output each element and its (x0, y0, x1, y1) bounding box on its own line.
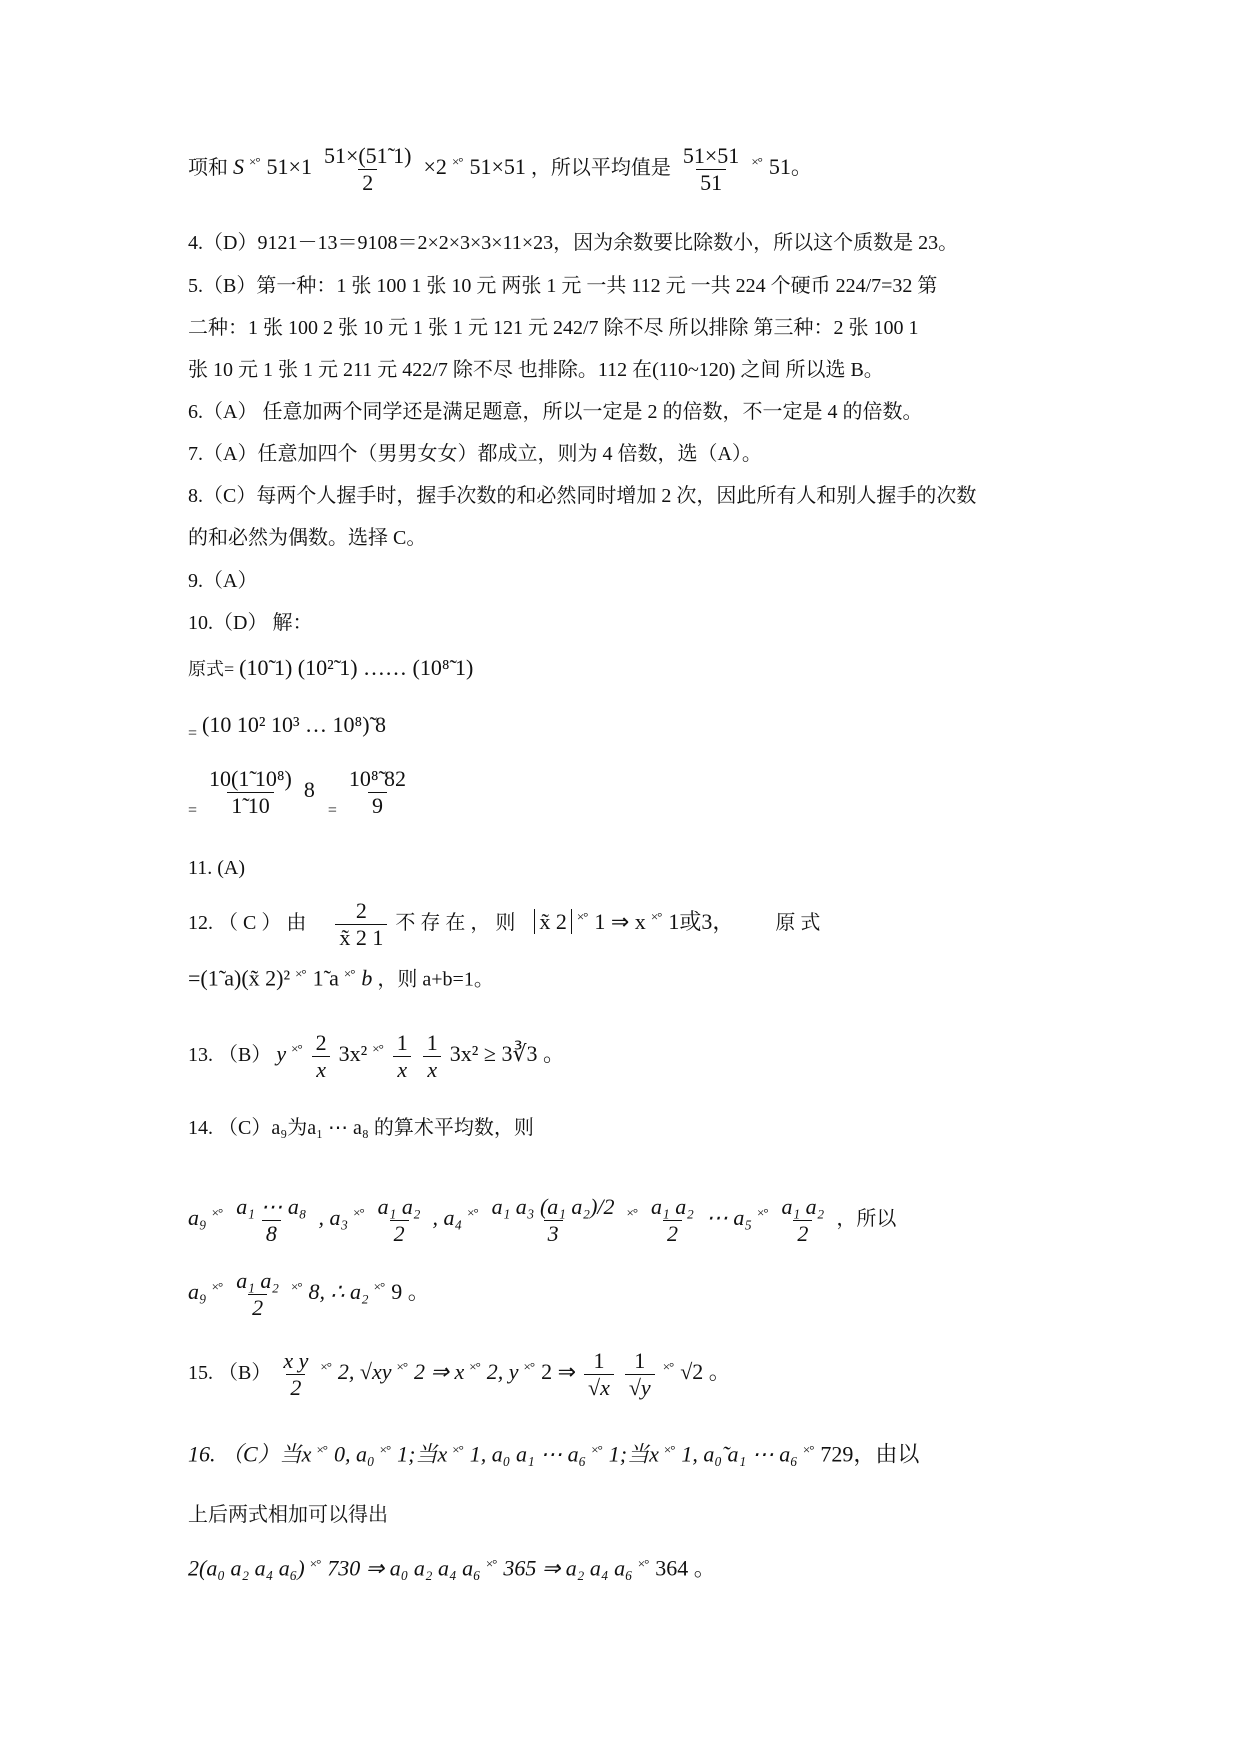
math-var: a₉ (188, 1205, 207, 1231)
eq-glyph: ×° (353, 1205, 364, 1221)
line-8b: 的和必然为偶数。选择 C。 (188, 527, 427, 549)
denominator: 2 (793, 1220, 812, 1245)
line-6: 6.（A） 任意加两个同学还是满足题意，所以一定是 2 的倍数，不一定是 4 的倍数。 (188, 401, 923, 423)
fraction (584, 1350, 614, 1399)
eq-glyph: ×° (373, 1279, 385, 1295)
text: 项和 (188, 157, 228, 180)
eq-glyph: ×° (757, 1205, 768, 1221)
eq-glyph: ×° (626, 1205, 638, 1221)
math: ×2 (423, 154, 447, 180)
numerator: 2 (355, 898, 367, 923)
line-14c (188, 1270, 430, 1319)
math: 8 (303, 777, 315, 803)
line-5a: 5.（B）第一种：1 张 100 1 张 10 元 两张 1 元 一共 112 元 一共 224 个硬币 224/7=32 第 (188, 275, 938, 297)
text: 13. （B） (188, 1044, 272, 1067)
eq-glyph: ×° (249, 154, 260, 170)
numerator: 10(1̃ 10⁸) (209, 766, 292, 791)
fraction (312, 1032, 331, 1081)
math: 2 ⇒ (541, 1359, 577, 1385)
eq-glyph: ×° (290, 1279, 302, 1295)
denominator: 1̃ 10 (227, 792, 274, 817)
eq-glyph: ×° (211, 1279, 223, 1295)
math-var: S (233, 154, 244, 180)
math: 51×1 (266, 154, 312, 180)
fraction (279, 1350, 312, 1399)
math: 1̃ a (312, 965, 339, 991)
numerator: a₁ a₂ (651, 1194, 694, 1219)
math-var: b (361, 965, 373, 991)
line-11: 11. (A) (188, 857, 246, 879)
eq-glyph: ×° (295, 966, 306, 981)
fraction (205, 768, 296, 817)
math: 3x² (338, 1041, 368, 1067)
line-1 (188, 145, 813, 194)
line-13 (188, 1032, 565, 1081)
line-4: 4.（D）9121－13＝9108＝2×2×3×3×11×23，因为余数要比除数小，所以这个质数是 23。 (188, 232, 959, 254)
eq: = (327, 802, 337, 820)
fraction (320, 145, 416, 194)
denominator: 9 (368, 792, 387, 817)
line-12b (188, 967, 494, 990)
math: ⋯ a₅ (705, 1205, 752, 1231)
eq-glyph: ×° (662, 1359, 674, 1375)
fraction (345, 768, 410, 817)
denominator: √y (625, 1374, 655, 1399)
denominator: x̃ 2 1 (335, 924, 387, 949)
math: 1;当x (608, 1441, 659, 1467)
math: 365 ⇒ a₂ a₄ a₆ (503, 1555, 633, 1581)
numerator: a₁ a₂ (781, 1194, 825, 1219)
fraction (778, 1196, 829, 1245)
denominator: 2 (358, 169, 377, 194)
line-5c: 张 10 元 1 张 1 元 211 元 422/7 除不尽 也排除。112 在(110~120) 之间 所以选 B。 (188, 359, 884, 381)
math-var: a₉ (188, 1279, 207, 1305)
line-7: 7.（A）任意加四个（男男女女）都成立，则为 4 倍数，选（A）。 (188, 443, 762, 465)
eq-glyph: ×° (343, 966, 355, 981)
denominator: 2 (663, 1220, 682, 1245)
numerator: a₁ a₂ (377, 1194, 421, 1219)
math: 16. （C）当x (188, 1441, 312, 1467)
denominator: 3 (544, 1220, 563, 1245)
line-5b: 二种：1 张 100 2 张 10 元 1 张 1 元 121 元 242/7 除不尽 所以排除 第三种：2 张 100 1 (188, 317, 919, 339)
numerator: a₁ a₂ (236, 1268, 279, 1293)
line-16 (188, 1443, 919, 1466)
eq-glyph: ×° (591, 1442, 602, 1457)
numerator: 51×51 (682, 143, 740, 168)
eq: = (188, 725, 198, 742)
math: √2 。 (680, 1359, 731, 1385)
eq-glyph: ×° (751, 154, 762, 170)
math: 51。 (768, 154, 813, 180)
fraction (335, 900, 387, 949)
eq-glyph: ×° (523, 1359, 535, 1375)
text: 原式= (188, 659, 235, 679)
fraction (232, 1270, 283, 1319)
fraction (423, 1032, 442, 1081)
numerator: 1 (634, 1348, 646, 1373)
abs-value: x̃ 2 (534, 909, 572, 934)
fraction (232, 1196, 310, 1245)
numerator: x y (283, 1348, 309, 1373)
eq-glyph: ×° (316, 1442, 327, 1457)
text: 不 存 在 ， 则 (395, 912, 516, 935)
line-8a: 8.（C）每两个人握手时，握手次数的和必然同时增加 2 次，因此所有人和别人握手的次数 (188, 485, 977, 507)
eq-glyph: ×° (379, 1442, 391, 1457)
math: 1, a₀̃ a₁ ⋯ a₆ (681, 1441, 798, 1467)
numerator: 10⁸̃ 82 (348, 766, 407, 791)
eq-glyph: ×° (469, 1359, 480, 1375)
math: 730 ⇒ a₀ a₂ a₄ a₆ (327, 1555, 481, 1581)
eq-glyph: ×° (211, 1205, 223, 1221)
math: 9 。 (391, 1279, 430, 1305)
math: 2, y (486, 1359, 519, 1385)
line-10-expr-3 (188, 768, 413, 819)
denominator: 8 (262, 1220, 281, 1245)
math: 2, √xy (337, 1359, 392, 1385)
math: 1, a₀ a₁ ⋯ a₆ (469, 1441, 587, 1467)
math: 364 。 (655, 1555, 716, 1581)
math: 0, a₀ (333, 1441, 375, 1467)
numerator: 1 (426, 1030, 438, 1055)
denominator: √x (584, 1374, 614, 1399)
eq-glyph: ×° (663, 1442, 675, 1457)
fraction (488, 1196, 619, 1245)
eq-glyph: ×° (291, 1041, 302, 1057)
text: 原 式 (775, 912, 821, 935)
math-var: y (276, 1041, 287, 1067)
eq-glyph: ×° (451, 154, 463, 170)
line-10-expr-2 (188, 714, 386, 742)
math: =(1̃ a)(x̃ 2)² (188, 965, 291, 991)
fraction (625, 1350, 655, 1399)
math: 729，由以 (820, 1441, 920, 1467)
math: 1或3， (668, 909, 735, 935)
line-17 (188, 1557, 716, 1580)
line-10-expr-1 (188, 657, 473, 679)
text: ，所以 (836, 1208, 897, 1231)
eq-glyph: ×° (467, 1205, 478, 1221)
fraction (374, 1196, 425, 1245)
denominator: 51 (696, 169, 726, 194)
line-16b: 上后两式相加可以得出 (188, 1504, 388, 1526)
line-9: 9.（A） (188, 570, 258, 592)
math: (10̃ 1) (10²̃ 1) …… (10⁸̃ 1) (239, 655, 474, 680)
eq-glyph: ×° (372, 1041, 383, 1057)
math: 8, ∴ a₂ (308, 1279, 369, 1305)
denominator: 2 (390, 1220, 409, 1245)
eq-glyph: ×° (637, 1556, 649, 1571)
numerator: a₁ ⋯ a₈ (236, 1194, 307, 1219)
eq-glyph: ×° (452, 1442, 463, 1457)
eq-glyph: ×° (309, 1556, 321, 1571)
math: , a₃ (318, 1205, 349, 1231)
text: 12. （ C ） 由 (188, 912, 307, 935)
eq-glyph: ×° (320, 1359, 331, 1375)
numerator: 1 (593, 1348, 605, 1373)
numerator: 1 (396, 1030, 408, 1055)
denominator: x (312, 1056, 330, 1081)
line-10: 10.（D） 解： (188, 612, 313, 634)
denominator: x (393, 1056, 411, 1081)
fraction (679, 145, 743, 194)
math: 2 ⇒ x (414, 1359, 465, 1385)
eq-glyph: ×° (576, 909, 588, 925)
math: (10 10² 10³ … 10⁸)̃ 8 (202, 712, 387, 737)
math: 2(a₀ a₂ a₄ a₆) (188, 1555, 305, 1581)
math: , a₄ (432, 1205, 463, 1231)
line-12 (188, 900, 820, 949)
eq-glyph: ×° (485, 1556, 497, 1571)
numerator: 2 (315, 1030, 327, 1055)
denominator: 2 (286, 1374, 305, 1399)
numerator: a₁ a₃ (a₁ a₂)/2 (491, 1194, 615, 1219)
numerator: 51×(51̃ 1) (323, 143, 412, 168)
eq-glyph: ×° (650, 909, 662, 925)
line-14b (188, 1196, 896, 1245)
text: 15. （B） (188, 1362, 272, 1385)
eq-glyph: ×° (802, 1442, 814, 1457)
math: 1;当x (397, 1441, 448, 1467)
eq: = (188, 802, 198, 820)
eq-glyph: ×° (396, 1359, 408, 1375)
denominator: x (423, 1056, 441, 1081)
fraction (393, 1032, 412, 1081)
text: ，则 a+b=1。 (377, 968, 494, 991)
fraction (647, 1196, 698, 1245)
math: 1 ⇒ x (594, 909, 646, 935)
math: 51×51 (469, 154, 526, 180)
denominator: 2 (248, 1294, 267, 1319)
text: ，所以平均值是 (530, 157, 671, 180)
line-15 (188, 1350, 731, 1399)
line-14: 14. （C）a₉为a₁ ⋯ a₈ 的算术平均数，则 (188, 1117, 534, 1139)
math: 3x² ≥ 3∛3 。 (449, 1041, 565, 1067)
